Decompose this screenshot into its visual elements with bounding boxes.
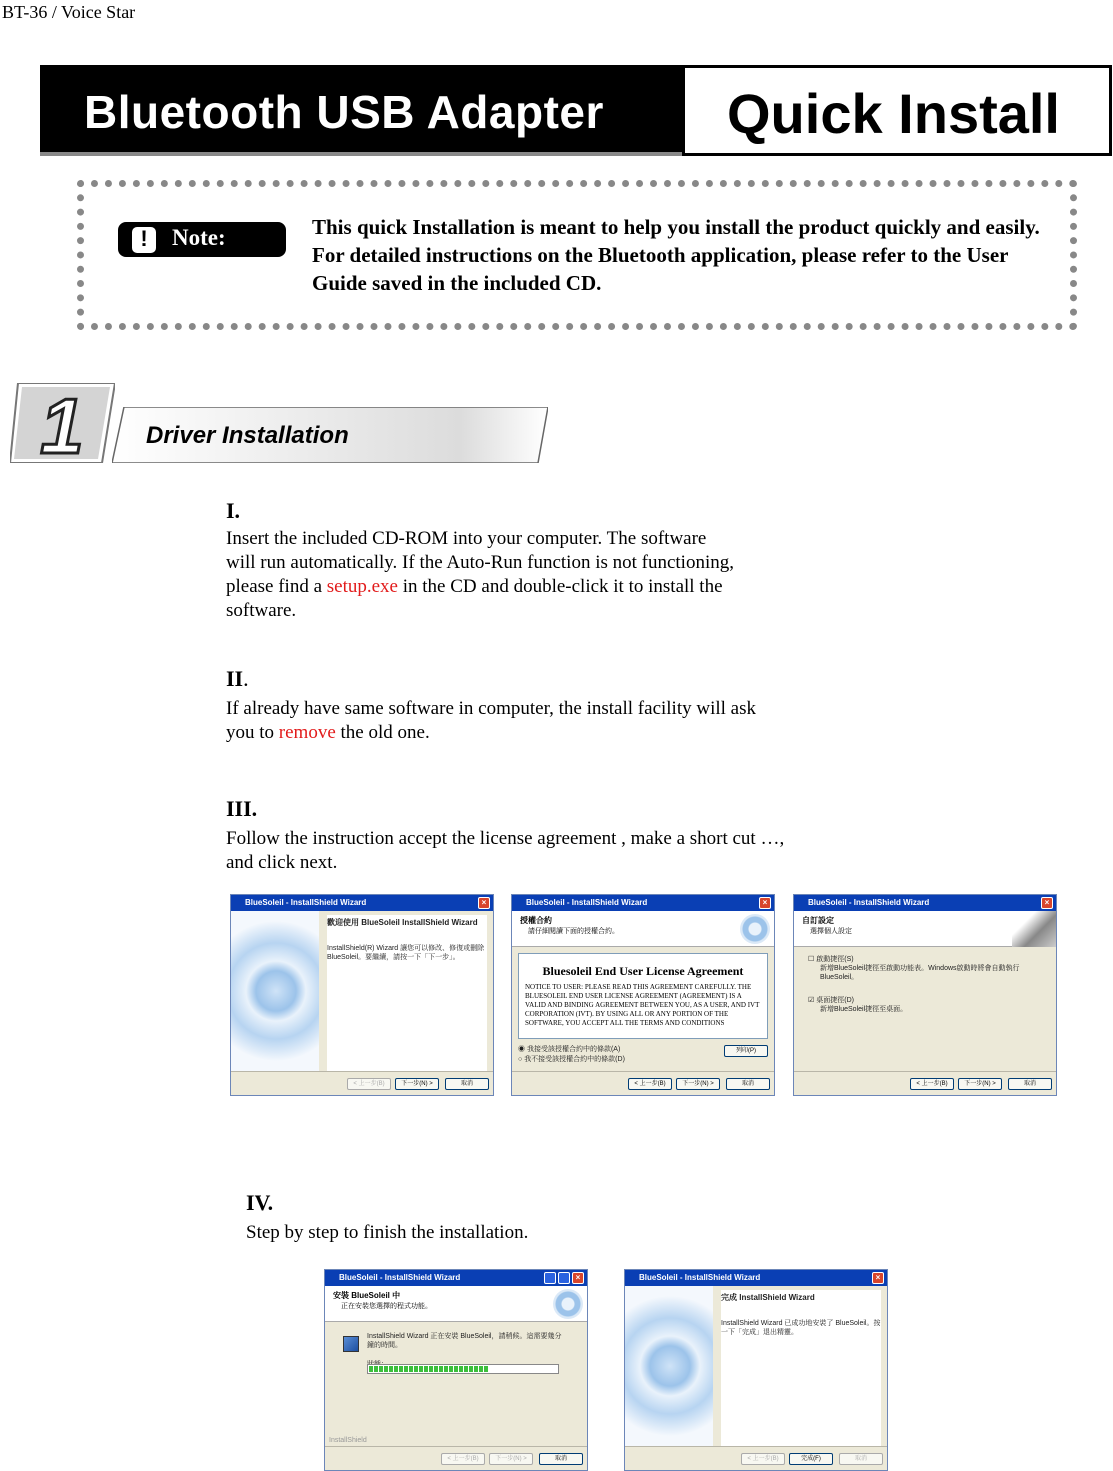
license-options	[518, 1045, 698, 1065]
banner-right-title: Quick Install	[727, 82, 1060, 145]
note-text: This quick Installation is meant to help you install the product quickly and easily. For detailed instructions on the Bluetooth application, please refer to the User Guide saved in the included CD.	[312, 215, 1040, 295]
back-button[interactable]: < 上一步(B)	[910, 1078, 954, 1090]
startup-shortcut-checkbox[interactable]: ☐ 啟動捷徑(S)	[808, 956, 854, 963]
desktop-shortcut-checkbox[interactable]: ☑ 桌面捷徑(D)	[808, 997, 854, 1004]
install-status-text: InstallShield Wizard 正在安裝 BlueSoleil，請稍候。這需要幾分鐘的時間。	[367, 1333, 562, 1349]
window-title: BlueSoleil - InstallShield Wizard ×	[231, 895, 493, 911]
close-icon: ×	[572, 1272, 584, 1284]
wizard-footer	[625, 1446, 887, 1470]
note-label: Note:	[172, 225, 226, 250]
cd-graphic	[231, 911, 319, 1073]
screenshot-welcome	[230, 894, 494, 1096]
section-1-text: Insert the included CD-ROM into your computer. The software will run automatically. If the Auto-Run function is not functioning, please find a setup.exe in the CD and double-click it to install the software.	[226, 528, 734, 621]
step-number: 1	[40, 383, 84, 463]
cancel-button[interactable]: 取消	[445, 1078, 489, 1090]
cd-icon	[740, 914, 770, 944]
finish-button[interactable]: 完成(F)	[789, 1453, 833, 1465]
step-number-badge	[10, 383, 115, 463]
section-3-text: Follow the instruction accept the license agreement , make a short cut …, and click next.	[226, 828, 785, 873]
remove-highlight: remove	[278, 722, 336, 743]
cancel-button: 取消	[839, 1453, 883, 1465]
installer-icon	[343, 1336, 359, 1352]
license-textbox[interactable]	[518, 953, 768, 1039]
window-title: BlueSoleil - InstallShield Wizard ×	[325, 1270, 587, 1286]
back-button: < 上一步(B)	[441, 1453, 485, 1465]
license-title: Bluesoleil End User License Agreement	[542, 964, 744, 978]
cd-icon	[553, 1289, 583, 1319]
section-4-text: Step by step to finish the installation.	[246, 1222, 529, 1243]
accept-radio[interactable]: ◉ 我接受該授權合約中的條款(A)	[518, 1046, 621, 1053]
screenshot-custom-settings	[793, 894, 1057, 1096]
section-4-heading: IV.	[246, 1190, 274, 1215]
close-icon: ×	[872, 1272, 884, 1284]
setup-exe-highlight: setup.exe	[326, 576, 398, 597]
banner-product-name	[40, 65, 682, 156]
banner-left-title: Bluetooth USB Adapter	[84, 86, 604, 138]
close-icon: ×	[759, 897, 771, 909]
window-title: BlueSoleil - InstallShield Wizard ×	[512, 895, 774, 911]
screenshot-complete	[624, 1269, 888, 1471]
cancel-button[interactable]: 取消	[539, 1453, 583, 1465]
shortcut-options: ☐ 啟動捷徑(S) 新增BlueSoleil捷徑至啟動功能表。Windows啟動時將會自動執行BlueSoleil。 ☑ 桌面捷徑(D) 新增BlueSoleil捷徑至桌面。	[808, 955, 1048, 1014]
window-title: BlueSoleil - InstallShield Wizard ×	[625, 1270, 887, 1286]
cancel-button[interactable]: 取消	[726, 1078, 770, 1090]
next-button[interactable]: 下一步(N) >	[395, 1078, 439, 1090]
maximize-icon	[558, 1272, 570, 1284]
complete-panel: 完成 InstallShield Wizard InstallShield Wizard 已成功地安裝了 BlueSoleil。按一下「完成」退出精靈。	[721, 1290, 881, 1448]
cancel-button[interactable]: 取消	[1008, 1078, 1052, 1090]
banner-quick-install	[682, 65, 1112, 156]
step-title: Driver Installation	[146, 422, 349, 449]
dolphin-graphic	[1012, 911, 1056, 947]
close-icon: ×	[1041, 897, 1053, 909]
close-icon: ×	[478, 897, 490, 909]
next-button[interactable]: 下一步(N) >	[958, 1078, 1002, 1090]
welcome-panel: 歡迎使用 BlueSoleil InstallShield Wizard InstallShield(R) Wizard 讓您可以修改、修復或刪除 BlueSoleil。要繼續，請按一下「下一步」。	[327, 915, 487, 1073]
minimize-icon	[544, 1272, 556, 1284]
section-1-heading: I.	[226, 498, 241, 523]
wizard-footer	[512, 1071, 774, 1095]
cd-graphic	[625, 1286, 713, 1448]
back-button: < 上一步(B)	[347, 1078, 391, 1090]
wizard-header: 安裝 BlueSoleil 中 正在安裝您選擇的程式功能。	[325, 1286, 587, 1322]
section-3-heading: III.	[226, 796, 258, 821]
title-banner	[40, 65, 1112, 156]
print-button[interactable]: 列印(P)	[724, 1045, 768, 1057]
wizard-footer	[794, 1071, 1056, 1095]
window-title: BlueSoleil - InstallShield Wizard ×	[794, 895, 1056, 911]
exclamation-icon	[132, 227, 156, 253]
section-2-text: If already have same software in computer, the install facility will ask you to remove the old one.	[226, 698, 756, 743]
decline-radio[interactable]: ○ 我不接受該授權合約中的條款(D)	[518, 1056, 625, 1063]
next-button: 下一步(N) >	[489, 1453, 533, 1465]
back-button: < 上一步(B)	[741, 1453, 785, 1465]
screenshot-installing	[324, 1269, 588, 1471]
license-text: NOTICE TO USER: PLEASE READ THIS AGREEMENT CAREFULLY. THE BLUESOLEIL END USER LICENSE AGREEMENT (AGREEMENT) IS A VALID AND BINDING AGREEMENT BETWEEN YOU, AS A USER, AND IVT CORPORATION (IVT). BY USING ALL OR ANY PORTION OF THE SOFTWARE, YOU ACCEPT ALL THE TERMS AND CONDITIONS	[525, 983, 760, 1027]
wizard-footer	[231, 1071, 493, 1095]
install-progress-bar	[367, 1364, 559, 1374]
next-button[interactable]: 下一步(N) >	[676, 1078, 720, 1090]
back-button[interactable]: < 上一步(B)	[628, 1078, 672, 1090]
wizard-footer	[325, 1446, 587, 1470]
installshield-label: InstallShield	[329, 1437, 367, 1444]
wizard-header: 自訂設定 選擇個人設定	[794, 911, 1056, 947]
section-2-heading: II.	[226, 666, 249, 691]
screenshot-license	[511, 894, 775, 1096]
model-header: BT-36 / Voice Star	[2, 2, 136, 22]
note-badge	[118, 222, 286, 257]
wizard-header: 授權合約 請仔細閱讀下面的授權合約。	[512, 911, 774, 947]
